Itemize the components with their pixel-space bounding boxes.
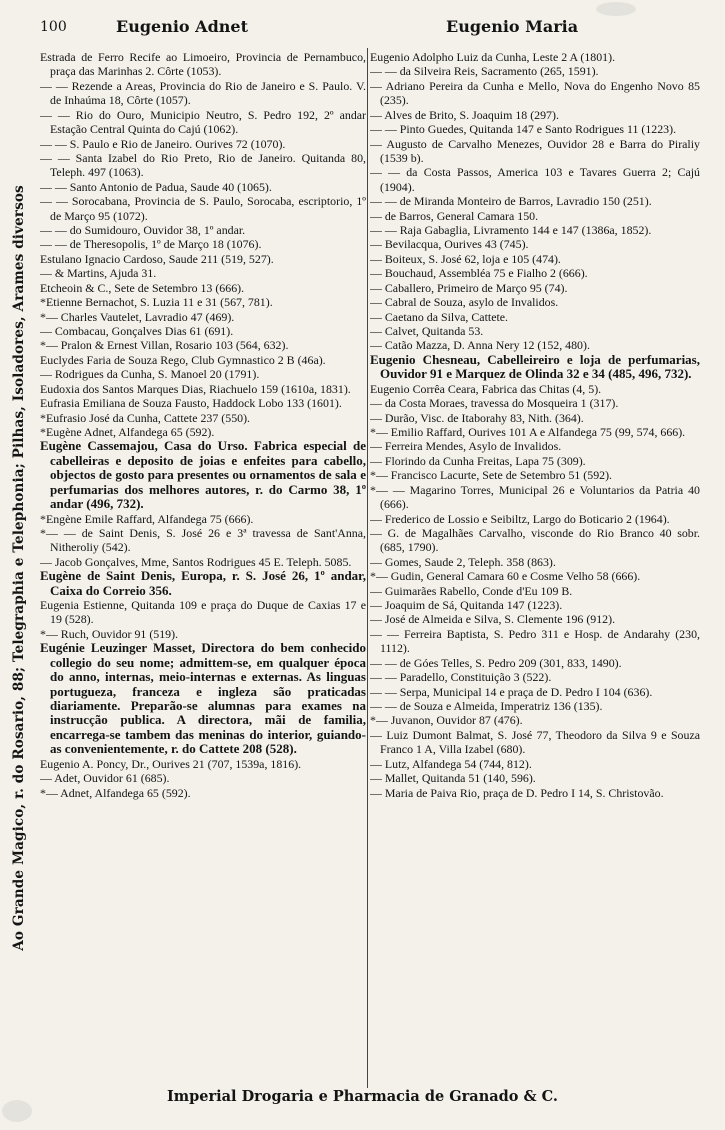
directory-entry: — — Raja Gabaglia, Livramento 144 e 147 (1386a, 1852).: [370, 223, 652, 238]
directory-entry: *— Francisco Lacurte, Sete de Setembro 51 (592).: [370, 468, 613, 483]
directory-entry: — — Serpa, Municipal 14 e praça de D. Pedro I 104 (636).: [370, 684, 653, 699]
directory-entry: — — da Silveira Reis, Sacramento (265, 1591).: [370, 64, 599, 79]
directory-entry: Euclydes Faria de Souza Rego, Club Gymnastico 2 B (46a).: [40, 352, 326, 367]
left-running-title: Eugenio Adnet: [116, 17, 248, 36]
directory-entry: — Rodrigues da Cunha, S. Manoel 20 (1791).: [40, 367, 260, 382]
directory-entry: *— Pralon & Ernest Villan, Rosario 103 (564, 632).: [40, 338, 289, 353]
directory-entry: — Adriano Pereira da Cunha e Mello, Nova do Engenho Novo 85 (235).: [370, 78, 700, 108]
directory-entry: — Lutz, Alfandega 54 (744, 812).: [370, 756, 532, 771]
directory-entry: — & Martins, Ajuda 31.: [40, 266, 157, 281]
directory-entry: *— Gudin, General Camara 60 e Cosme Velho 58 (666).: [370, 569, 641, 584]
directory-entry: *— Charles Vautelet, Lavradio 47 (469).: [40, 309, 235, 324]
directory-entry: Estrada de Ferro Recife ao Limoeiro, Provincia de Pernambuco, praça das Marinhas 2. Côrte (1053).: [40, 50, 366, 79]
page-header: [0, 16, 725, 42]
directory-entry: — Combacau, Gonçalves Dias 61 (691).: [40, 324, 234, 339]
directory-entry: — da Costa Moraes, travessa do Mosqueira 1 (317).: [370, 396, 619, 411]
directory-entry: — Caballero, Primeiro de Março 95 (74).: [370, 280, 568, 295]
directory-entry: Etcheoin & C., Sete de Setembro 13 (666).: [40, 280, 245, 295]
directory-entry: — Durão, Visc. de Itaborahy 83, Nith. (364).: [370, 410, 584, 425]
side-advertisement: [2, 48, 36, 1088]
directory-entry: Estulano Ignacio Cardoso, Saude 211 (519, 527).: [40, 251, 274, 266]
directory-entry: — José de Almeida e Silva, S. Clemente 196 (912).: [370, 612, 616, 627]
directory-entry: — de Barros, General Camara 150.: [370, 208, 539, 223]
footer-advertisement: Imperial Drogaria e Pharmacia de Granado & C.: [167, 1088, 558, 1105]
left-column: [40, 50, 366, 1088]
directory-entry: — — Rezende a Areas, Provincia do Rio de Janeiro e S. Paulo. V. de Inhaúma 18, Côrte (1057).: [40, 78, 366, 108]
directory-entry: Eugenio Adolpho Luiz da Cunha, Leste 2 A (1801).: [370, 50, 616, 64]
directory-entry: Eudoxia dos Santos Marques Dias, Riachuelo 159 (1610a, 1831).: [40, 381, 351, 396]
directory-entry: — — Rio do Ouro, Municipio Neutro, S. Pedro 192, 2º andar Estação Central Quinta do Cajú (1062).: [40, 107, 366, 137]
directory-entry: — Luiz Dumont Balmat, S. José 77, Theodoro da Silva 9 e Souza Franco 1 A, Villa Izabel (680).: [370, 727, 700, 757]
directory-entry: — Florindo da Cunha Freitas, Lapa 75 (309).: [370, 453, 586, 468]
column-divider: [367, 48, 368, 1088]
directory-entry: — — de Góes Telles, S. Pedro 209 (301, 833, 1490).: [370, 655, 622, 670]
directory-entry: — — Ferreira Baptista, S. Pedro 311 e Hosp. de Andarahy (230, 1112).: [370, 626, 700, 656]
directory-entry: — Maria de Paiva Rio, praça de D. Pedro I 14, S. Christovão.: [370, 785, 664, 800]
directory-entry: — Boiteux, S. José 62, loja e 105 (474).: [370, 251, 561, 266]
directory-entry: — Alves de Brito, S. Joaquim 18 (297).: [370, 107, 559, 122]
paper-stain: [596, 2, 636, 16]
directory-entry: *— — Magarino Torres, Municipal 26 e Voluntarios da Patria 40 (666).: [370, 482, 700, 512]
directory-entry: — — Sorocabana, Provincia de S. Paulo, Sorocaba, escriptorio, 1º de Março 95 (1072).: [40, 194, 366, 223]
directory-entry: — Cabral de Souza, asylo de Invalidos.: [370, 295, 559, 310]
directory-entry: — — Pinto Guedes, Quitanda 147 e Santo Rodrigues 11 (1223).: [370, 122, 677, 137]
directory-entry: Eufrasia Emiliana de Souza Fausto, Haddock Lobo 133 (1601).: [40, 396, 342, 411]
highlighted-entry: Eugenio Chesneau, Cabelleireiro e loja de perfumarias, Ouvidor 91 e Marquez de Olinda 32 e 34 (485, 496, 732).: [370, 351, 700, 382]
directory-entry: *Etienne Bernachot, S. Luzia 11 e 31 (567, 781).: [40, 295, 273, 310]
highlighted-entry: Eugénie Leuzinger Masset, Directora do bem conhecido collegio do seu nome; admittem-se, em qualquer época do anno, internas, meio-internas e externas. As linguas portugueza, franceza e ingleza são praticadas diariamente. Preparão-se alumnas para exames na instrucção publica. A directora, mãi de familia, encarrega-se tambem das meninas do interior, guiando-as convenientemente, r. do Cattete 208 (528).: [40, 640, 366, 757]
directory-entry: — — de Theresopolis, 1º de Março 18 (1076).: [40, 237, 262, 252]
directory-entry: *— Juvanon, Ouvidor 87 (476).: [370, 713, 523, 728]
directory-entry: — Augusto de Carvalho Menezes, Ouvidor 28 e Barra do Piraliy (1539 b).: [370, 136, 700, 165]
directory-entry: — — Santa Izabel do Rio Preto, Rio de Janeiro. Quitanda 80, Teleph. 497 (1063).: [40, 150, 366, 180]
directory-entry: — — do Sumidouro, Ouvidor 38, 1º andar.: [40, 223, 246, 238]
directory-entry: — Gomes, Saude 2, Teleph. 358 (863).: [370, 554, 556, 569]
directory-entry: — — Santo Antonio de Padua, Saude 40 (1065).: [40, 179, 272, 194]
directory-entry: — Bevilacqua, Ourives 43 (745).: [370, 237, 529, 252]
directory-entry: Eugenia Estienne, Quitanda 109 e praça do Duque de Caxias 17 e 19 (528).: [40, 598, 366, 627]
directory-entry: — — de Miranda Monteiro de Barros, Lavradio 150 (251).: [370, 194, 652, 209]
directory-entry: *— — de Saint Denis, S. José 26 e 3ª travessa de Sant'Anna, Nitheroliy (542).: [40, 525, 366, 555]
directory-entry: — — S. Paulo e Rio de Janeiro. Ourives 72 (1070).: [40, 136, 286, 151]
directory-entry: — G. de Magalhães Carvalho, visconde do Rio Branco 40 sobr. (685, 1790).: [370, 525, 700, 555]
directory-entry: Eugenio A. Poncy, Dr., Ourives 21 (707, 1539a, 1816).: [40, 756, 302, 771]
page-number: 100: [40, 19, 67, 35]
directory-entry: — Caetano da Silva, Cattete.: [370, 309, 509, 324]
directory-entry: — Bouchaud, Assembléa 75 e Fialho 2 (666).: [370, 266, 588, 281]
directory-entry: *— Emilio Raffard, Ourives 101 A e Alfandega 75 (99, 574, 666).: [370, 424, 686, 439]
directory-entry: *Engène Emile Raffard, Alfandega 75 (666).: [40, 511, 254, 526]
directory-entry: — Frederico de Lossio e Seibiltz, Largo do Boticario 2 (1964).: [370, 511, 670, 526]
directory-entry: Eugenio Corrêa Ceara, Fabrica das Chitas (4, 5).: [370, 381, 602, 396]
right-column: [370, 50, 700, 1088]
directory-entry: — Jacob Gonçalves, Mme, Santos Rodrigues 45 E. Teleph. 5085.: [40, 554, 352, 569]
right-running-title: Eugenio Maria: [446, 17, 579, 36]
directory-entry: — Guimarães Rabello, Conde d'Eu 109 B.: [370, 583, 573, 598]
directory-entry: *— Ruch, Ouvidor 91 (519).: [40, 626, 179, 641]
directory-entry: — — da Costa Passos, America 103 e Tavares Guerra 2; Cajú (1904).: [370, 165, 700, 194]
directory-entry: *Eufrasio José da Cunha, Cattete 237 (550).: [40, 410, 251, 425]
directory-entry: — — Paradello, Constituição 3 (522).: [370, 670, 552, 685]
directory-entry: — Calvet, Quitanda 53.: [370, 324, 484, 339]
side-advertisement-text: Ao Grande Magico, r. do Rosario, 88; Telegraphia e Telephonia; Pilhas, Isoladores, Arames diversos: [11, 185, 28, 951]
directory-entry: — Ferreira Mendes, Asylo de Invalidos.: [370, 439, 562, 454]
directory-entry: — Mallet, Quitanda 51 (140, 596).: [370, 771, 536, 786]
directory-entry: — Catão Mazza, D. Anna Nery 12 (152, 480).: [370, 338, 590, 353]
directory-entry: — Joaquim de Sá, Quitanda 147 (1223).: [370, 598, 563, 613]
directory-entry: — Adet, Ouvidor 61 (685).: [40, 771, 170, 786]
highlighted-entry: Eugène Cassemajou, Casa do Urso. Fabrica especial de cabelleiras e deposito de joias e enfeites para cabello, objectos de gosto para presentes ou ornamentos de sala e perfumarias dos melhores autores, r. do Carmo 38, 1º andar (496, 732).: [40, 438, 366, 512]
directory-entry: *Eugène Adnet, Alfandega 65 (592).: [40, 424, 215, 439]
directory-entry: — — de Souza e Almeida, Imperatriz 136 (135).: [370, 698, 603, 713]
directory-entry: *— Adnet, Alfandega 65 (592).: [40, 785, 191, 800]
highlighted-entry: Eugène de Saint Denis, Europa, r. S. José 26, 1º andar, Caixa do Correio 356.: [40, 568, 366, 598]
